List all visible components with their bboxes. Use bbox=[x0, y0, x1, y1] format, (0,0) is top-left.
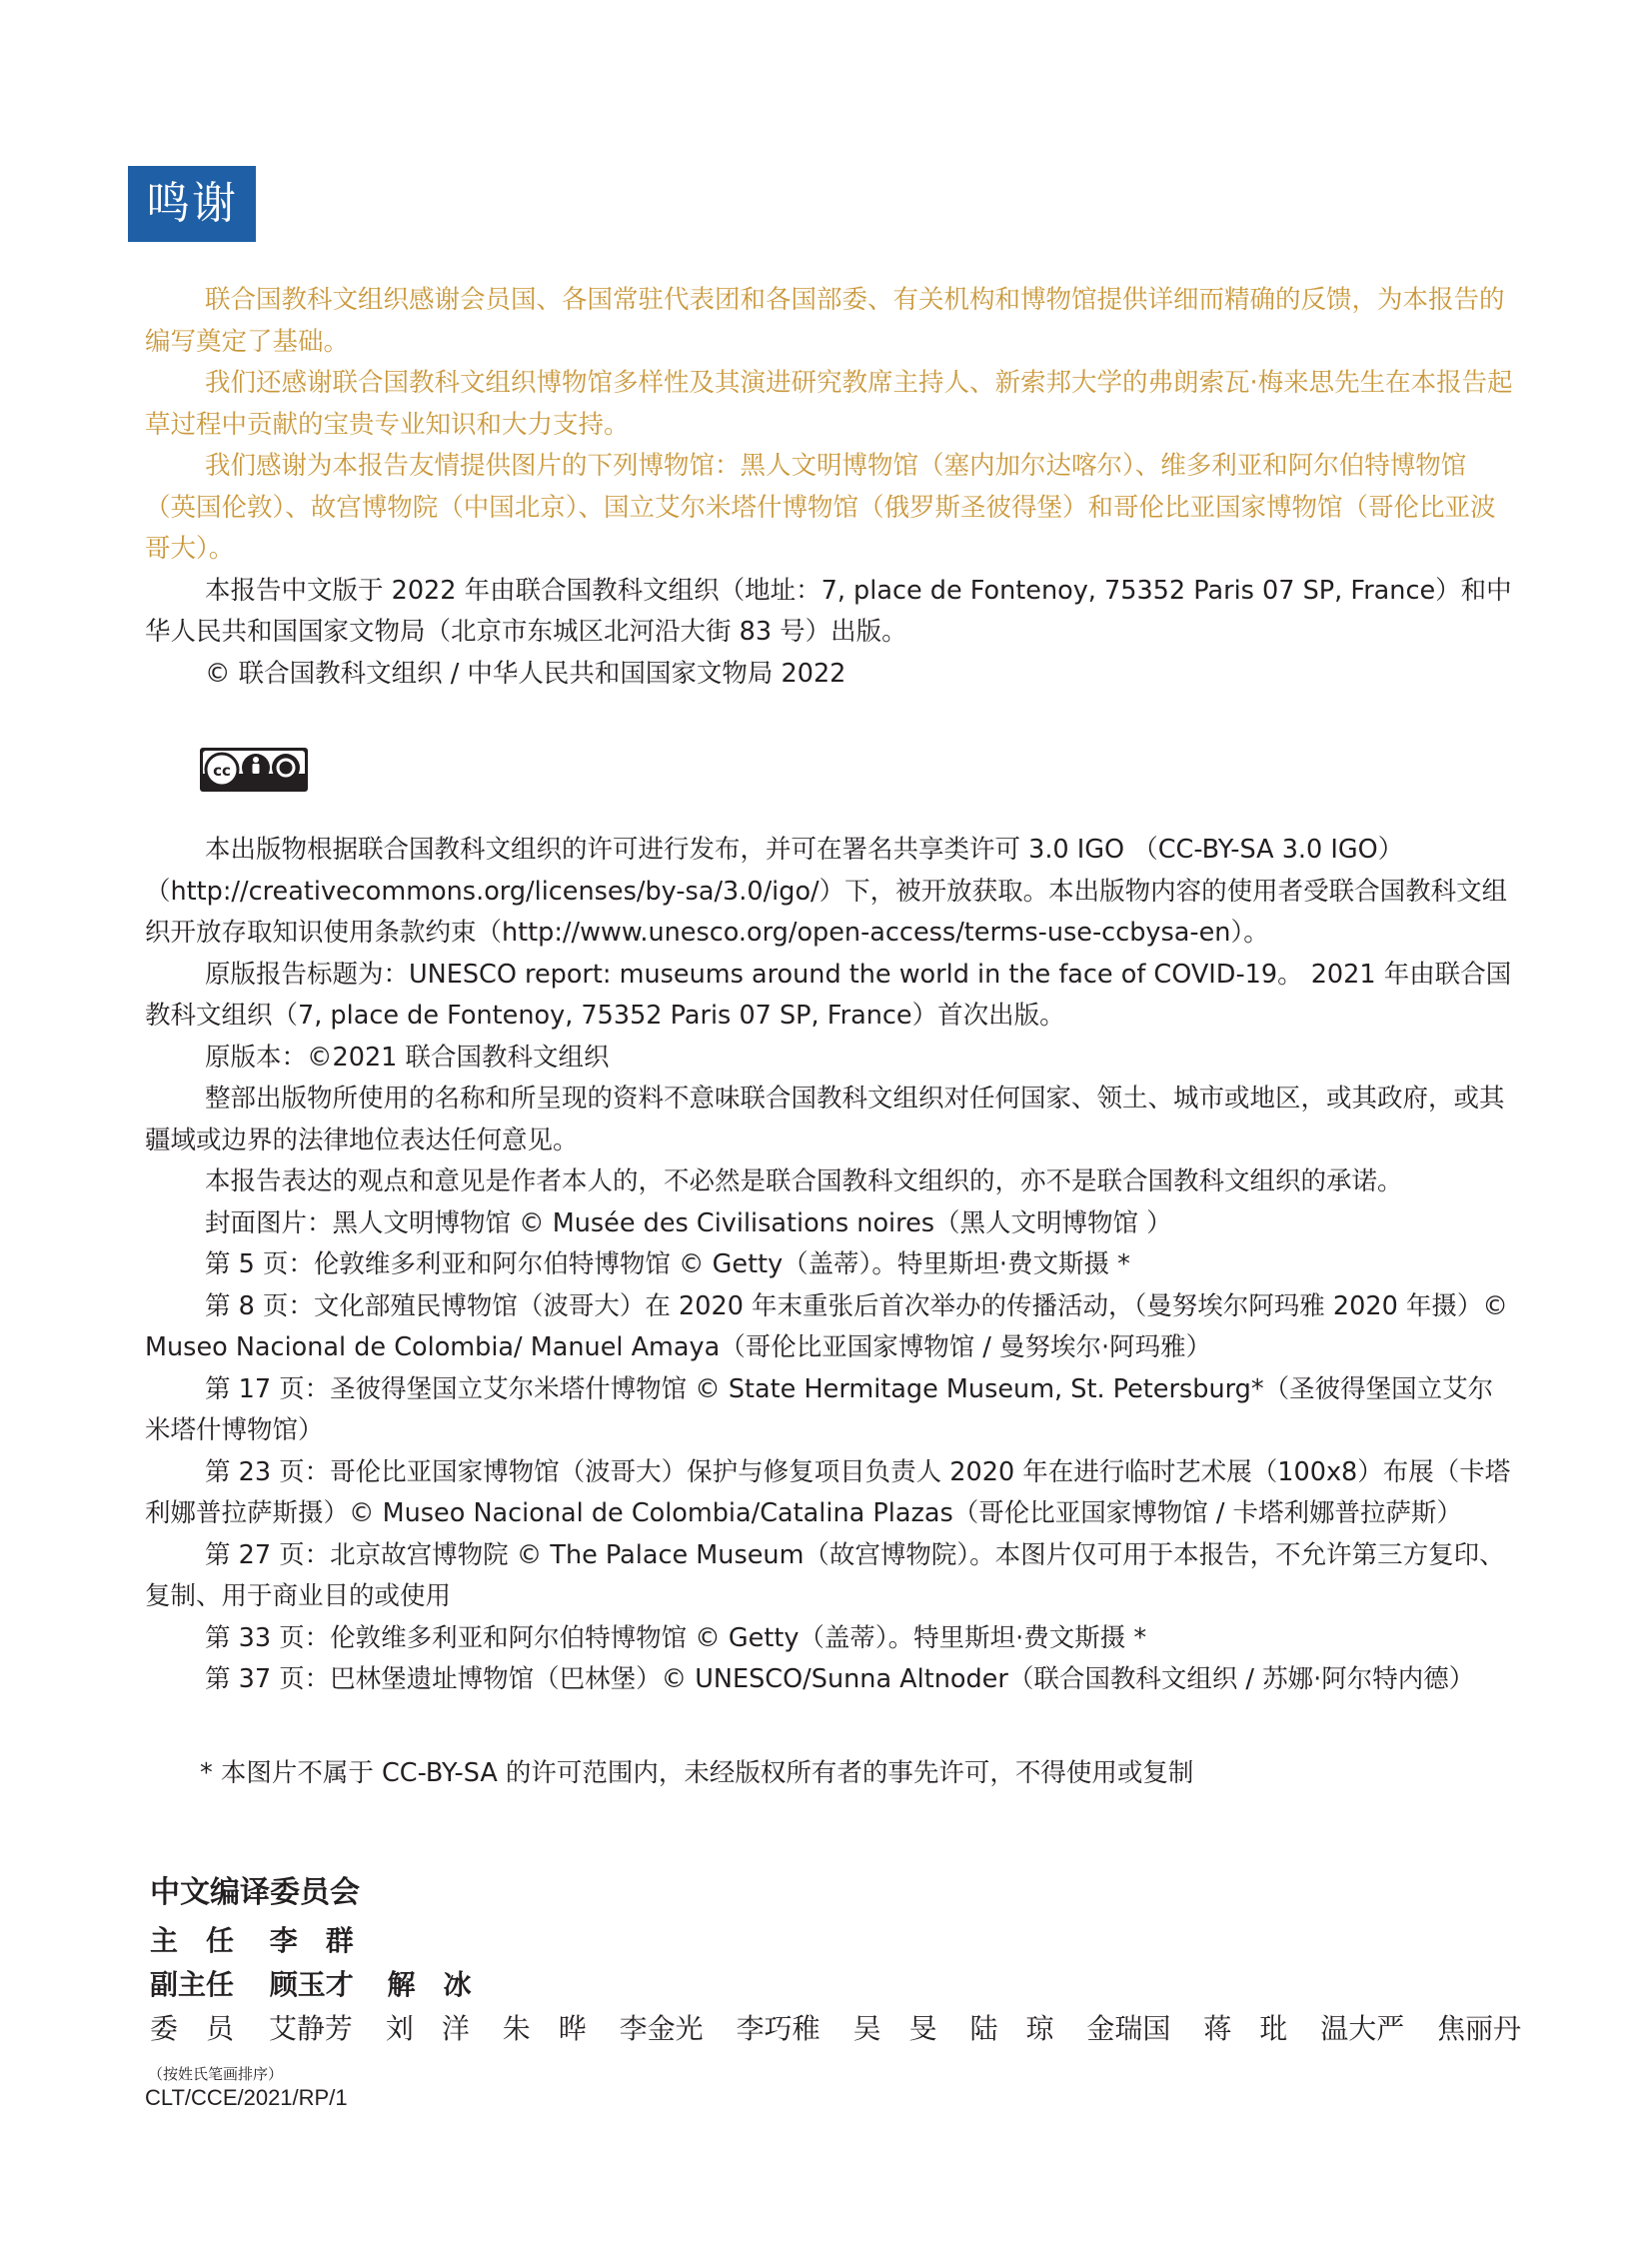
ack-paragraph: 我们还感谢联合国教科文组织博物馆多样性及其演进研究教席主持人、新索邦大学的弗朗索瓦·梅来思先生在本报告起草过程中贡献的宝贵专业知识和大力支持。 bbox=[145, 368, 1513, 440]
photo-credit: 第 5 页：伦敦维多利亚和阿尔伯特博物馆 © Getty（盖蒂）。特里斯坦·费文斯摄 * bbox=[205, 1249, 1130, 1279]
ack-paragraph: 联合国教科文组织感谢会员国、各国常驻代表团和各国部委、有关机构和博物馆提供详细而精确的反馈，为本报告的编写奠定了基础。 bbox=[145, 285, 1505, 357]
photo-credit: 第 37 页：巴林堡遗址博物馆（巴林堡）© UNESCO/Sunna Altnoder（联合国教科文组织 / 苏娜·阿尔特内德） bbox=[205, 1664, 1475, 1694]
committee-title: 中文编译委员会 bbox=[150, 1875, 360, 1910]
member-name: 金瑞国 bbox=[1086, 2012, 1171, 2045]
member-name: 艾静芳 bbox=[268, 2012, 353, 2045]
photo-credit: 第 27 页：北京故宫博物院 © The Palace Museum（故宫博物院）。本图片仅可用于本报告，不允许第三方复印、复制、用于商业目的或使用 bbox=[145, 1539, 1505, 1611]
page-heading: 鸣谢 bbox=[128, 166, 256, 242]
committee-members-row bbox=[150, 2007, 1549, 2051]
copyright-line: © 联合国教科文组织 / 中华人民共和国国家文物局 2022 bbox=[205, 658, 846, 689]
member-name: 焦丽丹 bbox=[1437, 2012, 1522, 2045]
member-name: 吴 旻 bbox=[852, 2012, 937, 2045]
license-block bbox=[145, 830, 1516, 1701]
committee-director-row bbox=[150, 1919, 1549, 1963]
translation-committee bbox=[150, 1873, 1549, 2051]
member-name: 刘 洋 bbox=[385, 2012, 470, 2045]
photo-credit: 第 23 页：哥伦比亚国家博物馆（波哥大）保护与修复项目负责人 2020 年在进行临时艺术展（100x8）布展（卡塔利娜普拉萨斯摄）© Museo Nacional de Colombia/Catalina Plazas（哥伦比亚国家博物馆 / 卡塔利娜普拉萨斯） bbox=[145, 1456, 1511, 1528]
member-name: 陆 琼 bbox=[969, 2012, 1054, 2045]
member-name: 李金光 bbox=[619, 2012, 704, 2045]
member-name: 李巧稚 bbox=[736, 2012, 821, 2045]
member-name: 温大严 bbox=[1320, 2012, 1405, 2045]
deputy-name: 解 冰 bbox=[387, 1968, 472, 2001]
deputy-name: 顾玉才 bbox=[269, 1968, 354, 2001]
photo-credit: 封面图片：黑人文明博物馆 © Musée des Civilisations noires（黑人文明博物馆 ） bbox=[205, 1207, 1172, 1238]
director-label: 主 任 bbox=[150, 1924, 235, 1957]
member-name: 蒋 玭 bbox=[1203, 2012, 1288, 2045]
cc-by-sa-badge-icon bbox=[200, 748, 308, 792]
license-paragraph: 本出版物根据联合国教科文组织的许可进行发布，并可在署名共享类许可 3.0 IGO （CC-BY-SA 3.0 IGO）（http://creativecommons.org/licenses/by-sa/3.0/igo/）下，被开放获取。本出版物内容的使用者受联合国教科文组织开放存取知识使用条款约束（http://www.unesco.org/open-access/terms-use-ccbysa-en）。 bbox=[145, 835, 1508, 948]
ack-paragraph: 我们感谢为本报告友情提供图片的下列博物馆：黑人文明博物馆（塞内加尔达喀尔）、维多利亚和阿尔伯特博物馆（英国伦敦）、故宫博物院（中国北京）、国立艾尔米塔什博物馆（俄罗斯圣彼得堡）和哥伦比亚国家博物馆（哥伦比亚波哥大）。 bbox=[145, 451, 1496, 564]
sort-note: （按姓氏笔画排序） bbox=[148, 2065, 284, 2083]
svg-text:cc: cc bbox=[213, 762, 231, 780]
license-paragraph: 原版报告标题为：UNESCO report: museums around the world in the face of COVID-19。 2021 年由联合国教科文组织（7, place de Fontenoy, 75352 Paris 07 SP, France）首次出版。 bbox=[145, 959, 1512, 1031]
license-paragraph: 整部出版物所使用的名称和所呈现的资料不意味联合国教科文组织对任何国家、领土、城市或地区，或其政府，或其疆域或边界的法律地位表达任何意见。 bbox=[145, 1084, 1505, 1155]
member-name: 朱 晔 bbox=[502, 2012, 587, 2045]
publication-paragraph: 本报告中文版于 2022 年由联合国教科文组织（地址：7, place de Fontenoy, 75352 Paris 07 SP, France）和中华人民共和国国家文物局（北京市东城区北河沿大街 83 号）出版。 bbox=[145, 575, 1512, 647]
document-code: CLT/CCE/2021/RP/1 bbox=[145, 2085, 348, 2110]
photo-credit: 第 33 页：伦敦维多利亚和阿尔伯特博物馆 © Getty（盖蒂）。特里斯坦·费文斯摄 * bbox=[205, 1622, 1147, 1653]
license-paragraph: 本报告表达的观点和意见是作者本人的，不必然是联合国教科文组织的，亦不是联合国教科文组织的承诺。 bbox=[205, 1166, 1403, 1196]
photo-credit: 第 8 页：文化部殖民博物馆（波哥大）在 2020 年末重张后首次举办的传播活动，（曼努埃尔阿玛雅 2020 年摄）© Museo Nacional de Colombia/ Manuel Amaya（哥伦比亚国家博物馆 / 曼努埃尔·阿玛雅） bbox=[145, 1290, 1508, 1362]
members-label: 委 员 bbox=[150, 2012, 235, 2045]
acknowledgements-block bbox=[145, 280, 1516, 695]
deputy-label: 副主任 bbox=[150, 1968, 235, 2001]
photo-credit: 第 17 页：圣彼得堡国立艾尔米塔什博物馆 © State Hermitage Museum, St. Petersburg*（圣彼得堡国立艾尔米塔什博物馆） bbox=[145, 1373, 1494, 1445]
director-name: 李 群 bbox=[269, 1924, 354, 1957]
footnote: * 本图片不属于 CC-BY-SA 的许可范围内，未经版权所有者的事先许可，不得使用或复制 bbox=[200, 1758, 1194, 1788]
license-paragraph: 原版本：©2021 联合国教科文组织 bbox=[205, 1042, 610, 1073]
committee-deputy-row bbox=[150, 1963, 1549, 2007]
